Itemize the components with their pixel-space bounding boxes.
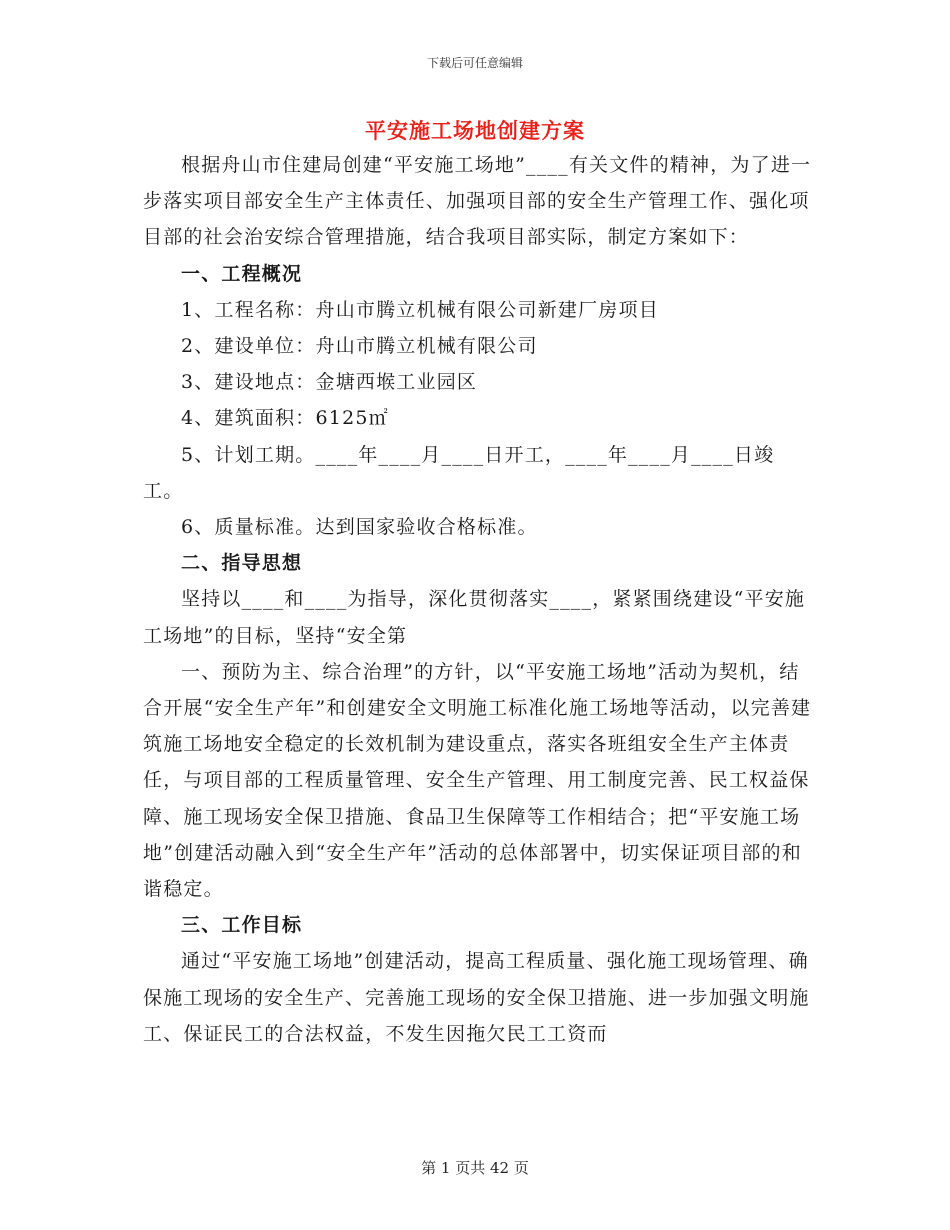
overview-item-location: 3、建设地点：金塘西堠工业园区 xyxy=(181,371,478,394)
overview-item-owner: 2、建设单位：舟山市腾立机械有限公司 xyxy=(181,335,538,358)
document-title: 平安施工场地创建方案 xyxy=(365,118,585,143)
page-number: 第 1 页共 42 页 xyxy=(421,1159,529,1177)
section-heading-guidance: 二、指导思想 xyxy=(181,552,303,575)
section-heading-goals: 三、工作目标 xyxy=(181,914,303,937)
intro-paragraph: 根据舟山市住建局创建“平安施工场地”____有关文件的精神，为了进一步落实项目部安全生产主体责任、加强项目部的安全生产管理工作、强化项目部的社会治安综合管理措施，结合我项目部实际，制定方案如下： xyxy=(143,154,812,249)
document-body xyxy=(143,147,813,1052)
overview-item-name: 1、工程名称：舟山市腾立机械有限公司新建厂房项目 xyxy=(181,298,659,321)
guidance-paragraph-continued: 一、预防为主、综合治理”的方针，以“平安施工场地”活动为契机，结合开展“安全生产年”和创建安全文明施工标准化施工场地等活动，以完善建筑施工场地安全稳定的长效机制为建设重点，落实各班组安全生产主体责任，与项目部的工程质量管理、安全生产管理、用工制度完善、民工权益保障、施工现场安全保卫措施、食品卫生保障等工作相结合；把“平安施工场地”创建活动融入到“安全生产年”活动的总体部署中，切实保证项目部的和谐稳定。 xyxy=(143,660,812,901)
guidance-paragraph: 坚持以____和____为指导，深化贯彻落实____，紧紧围绕建设“平安施工场地”的目标，坚持“安全第 xyxy=(143,588,806,647)
overview-item-quality: 6、质量标准。达到国家验收合格标准。 xyxy=(181,516,538,539)
section-heading-overview: 一、工程概况 xyxy=(181,262,303,285)
goals-paragraph: 通过“平安施工场地”创建活动，提高工程质量、强化施工现场管理、确保施工现场的安全生产、完善施工现场的安全保卫措施、进一步加强文明施工、保证民工的合法权益，不发生因拖欠民工工资而 xyxy=(143,950,810,1045)
header-note: 下载后可任意编辑 xyxy=(426,56,523,70)
overview-item-schedule: 5、计划工期。____年____月____日开工，____年____月____日竣工。 xyxy=(143,443,775,502)
overview-item-area: 4、建筑面积：6125㎡ xyxy=(181,407,389,430)
